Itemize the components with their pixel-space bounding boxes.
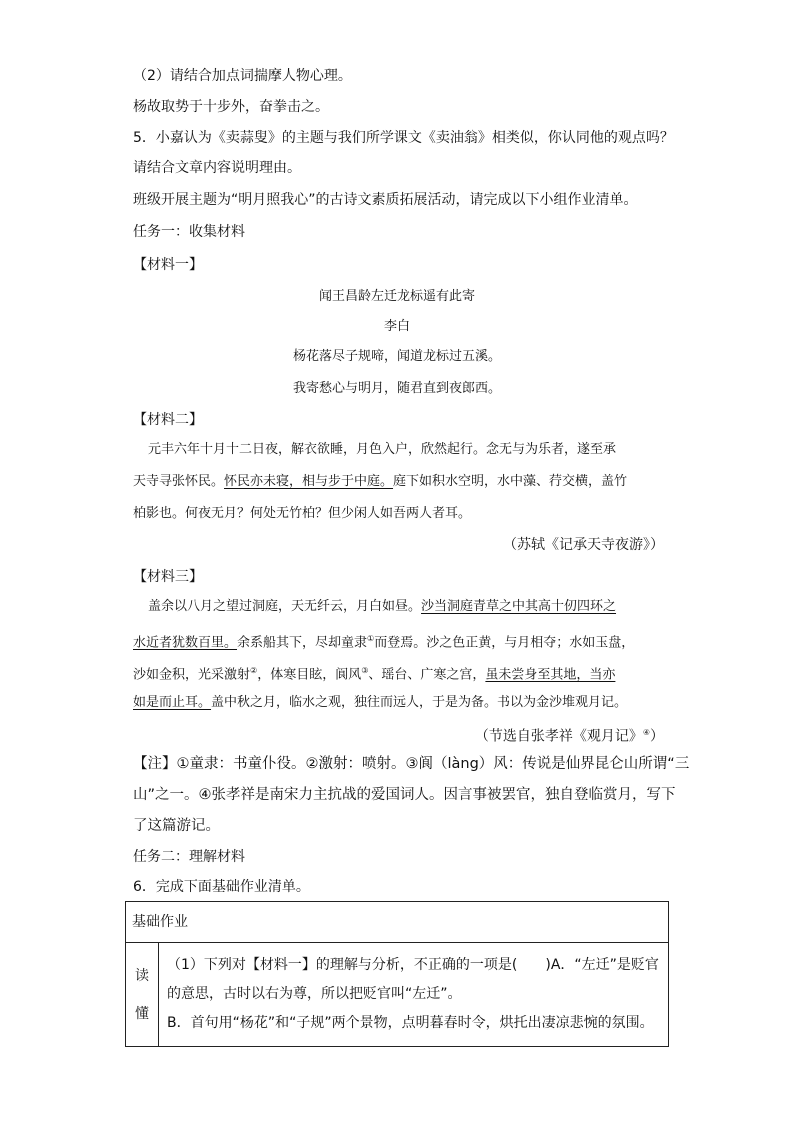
underlined-sentence: 如是而止耳。 — [133, 695, 212, 710]
question-6: 6．完成下面基础作业清单。 — [133, 879, 310, 895]
underlined-sentence: 沙当洞庭青草之中其高十仞四环之 — [421, 599, 617, 614]
underlined-sentence: 怀民亦未寝，相与步于中庭。 — [224, 474, 394, 489]
material-3-line-1 — [148, 598, 616, 616]
note-line-3: 了这篇游记。 — [133, 818, 220, 834]
table-row — [126, 943, 669, 1047]
material-3-line-2 — [133, 630, 634, 652]
side-char: 读 — [135, 967, 149, 984]
underlined-sentence: 虽未尝身至其地，当亦 — [485, 667, 616, 683]
task-2-heading: 任务二：理解材料 — [133, 849, 245, 865]
text-span: ） — [650, 728, 664, 745]
footnote-mark: ② — [250, 666, 258, 675]
worksheet-table — [125, 901, 669, 1047]
text-span: 盖中秋之月，临水之观，独往而远人，于是为备。书以为金沙堆观月记。 — [211, 695, 628, 710]
material-2-heading: 【材料二】 — [133, 412, 203, 428]
text-span: 盖余以八月之望过洞庭，天无纤云，月白如昼。 — [148, 599, 422, 614]
side-char: 懂 — [135, 1005, 149, 1022]
question-5-line-1: 5．小嘉认为《卖蒜叟》的主题与我们所学课文《卖油翁》相类似，你认同他的观点吗？ — [133, 130, 674, 146]
material-3-line-3 — [133, 662, 615, 684]
cell-line-1: （1）下列对【材料一】的理解与分析，不正确的一项是( )A．“左迁”是贬官 — [167, 957, 659, 973]
material-1-heading: 【材料一】 — [133, 257, 203, 273]
table-header-row — [126, 902, 669, 943]
question-sentence: 杨故取势于十步外，奋拳击之。 — [133, 99, 329, 115]
material-2-line-3: 柏影也。何夜无月？何处无竹柏？但少闲人如吾两人者耳。 — [133, 506, 472, 521]
text-span: 余系船其下，尽却童隶 — [237, 635, 368, 651]
text-span: 庭下如积水空明，水中藻、荇交横，盖竹 — [393, 474, 628, 489]
poem-author: 李白 — [383, 319, 410, 334]
note-line-2: 山”之一。④张孝祥是南宋力主抗战的爱国词人。因言事被罢官，独自登临赏月，写下 — [133, 787, 676, 803]
cell-line-3: B．首句用“杨花”和“子规”两个景物，点明暮春时令，烘托出凄凉悲惋的氛围。 — [167, 1015, 654, 1031]
text-span: 而登焉。沙之色正黄，与月相夺；水如玉盘， — [374, 635, 635, 651]
text-span: 沙如金积，光采激射 — [133, 667, 251, 683]
poem-line-1: 杨花落尽子规啼，闻道龙标过五溪。 — [292, 349, 501, 364]
cell-line-2: 的意思，古时以右为尊，所以把贬官叫“左迁”。 — [167, 986, 462, 1002]
question-5-line-2: 请结合文章内容说明理由。 — [133, 160, 301, 176]
footnote-mark: ① — [367, 634, 375, 643]
text-span: 天寺寻张怀民。 — [133, 474, 225, 489]
task-1-heading: 任务一：收集材料 — [133, 224, 245, 240]
poem-title: 闻王昌龄左迁龙标遥有此寄 — [318, 289, 475, 304]
table-cell — [159, 943, 669, 1047]
poem-line-2: 我寄愁心与明月，随君直到夜郎西。 — [292, 381, 501, 396]
footnote-mark: ③ — [361, 666, 369, 675]
text-span: ，体寒目眩，阆风 — [257, 667, 362, 683]
question-part-2: （2）请结合加点词揣摩人物心理。 — [133, 68, 352, 84]
note-line-1: 【注】①童隶：书童仆役。②激射：喷射。③阆（làng）风：传说是仙界昆仑山所谓“三 — [133, 756, 690, 772]
table-side-label — [126, 943, 159, 1047]
material-2-line-2 — [133, 473, 627, 491]
material-2-line-1: 元丰六年十月十二日夜，解衣欲睡，月色入户，欣然起行。念无与为乐者，遂至承 — [148, 442, 617, 457]
text-span: 、瑶台、广寒之宫， — [368, 667, 486, 683]
table-header: 基础作业 — [126, 902, 669, 943]
material-2-source: （苏轼《记承天寺夜游》） — [503, 537, 664, 553]
material-3-heading: 【材料三】 — [133, 569, 203, 585]
material-3-line-4 — [133, 694, 627, 712]
text-span: （节选自张孝祥《观月记》 — [474, 728, 643, 745]
underlined-sentence: 水近者犹数百里。 — [133, 635, 238, 651]
activity-intro: 班级开展主题为“明月照我心”的古诗文素质拓展活动，请完成以下小组作业清单。 — [133, 192, 638, 208]
footnote-mark: ④ — [642, 728, 650, 737]
material-3-source — [475, 723, 664, 747]
